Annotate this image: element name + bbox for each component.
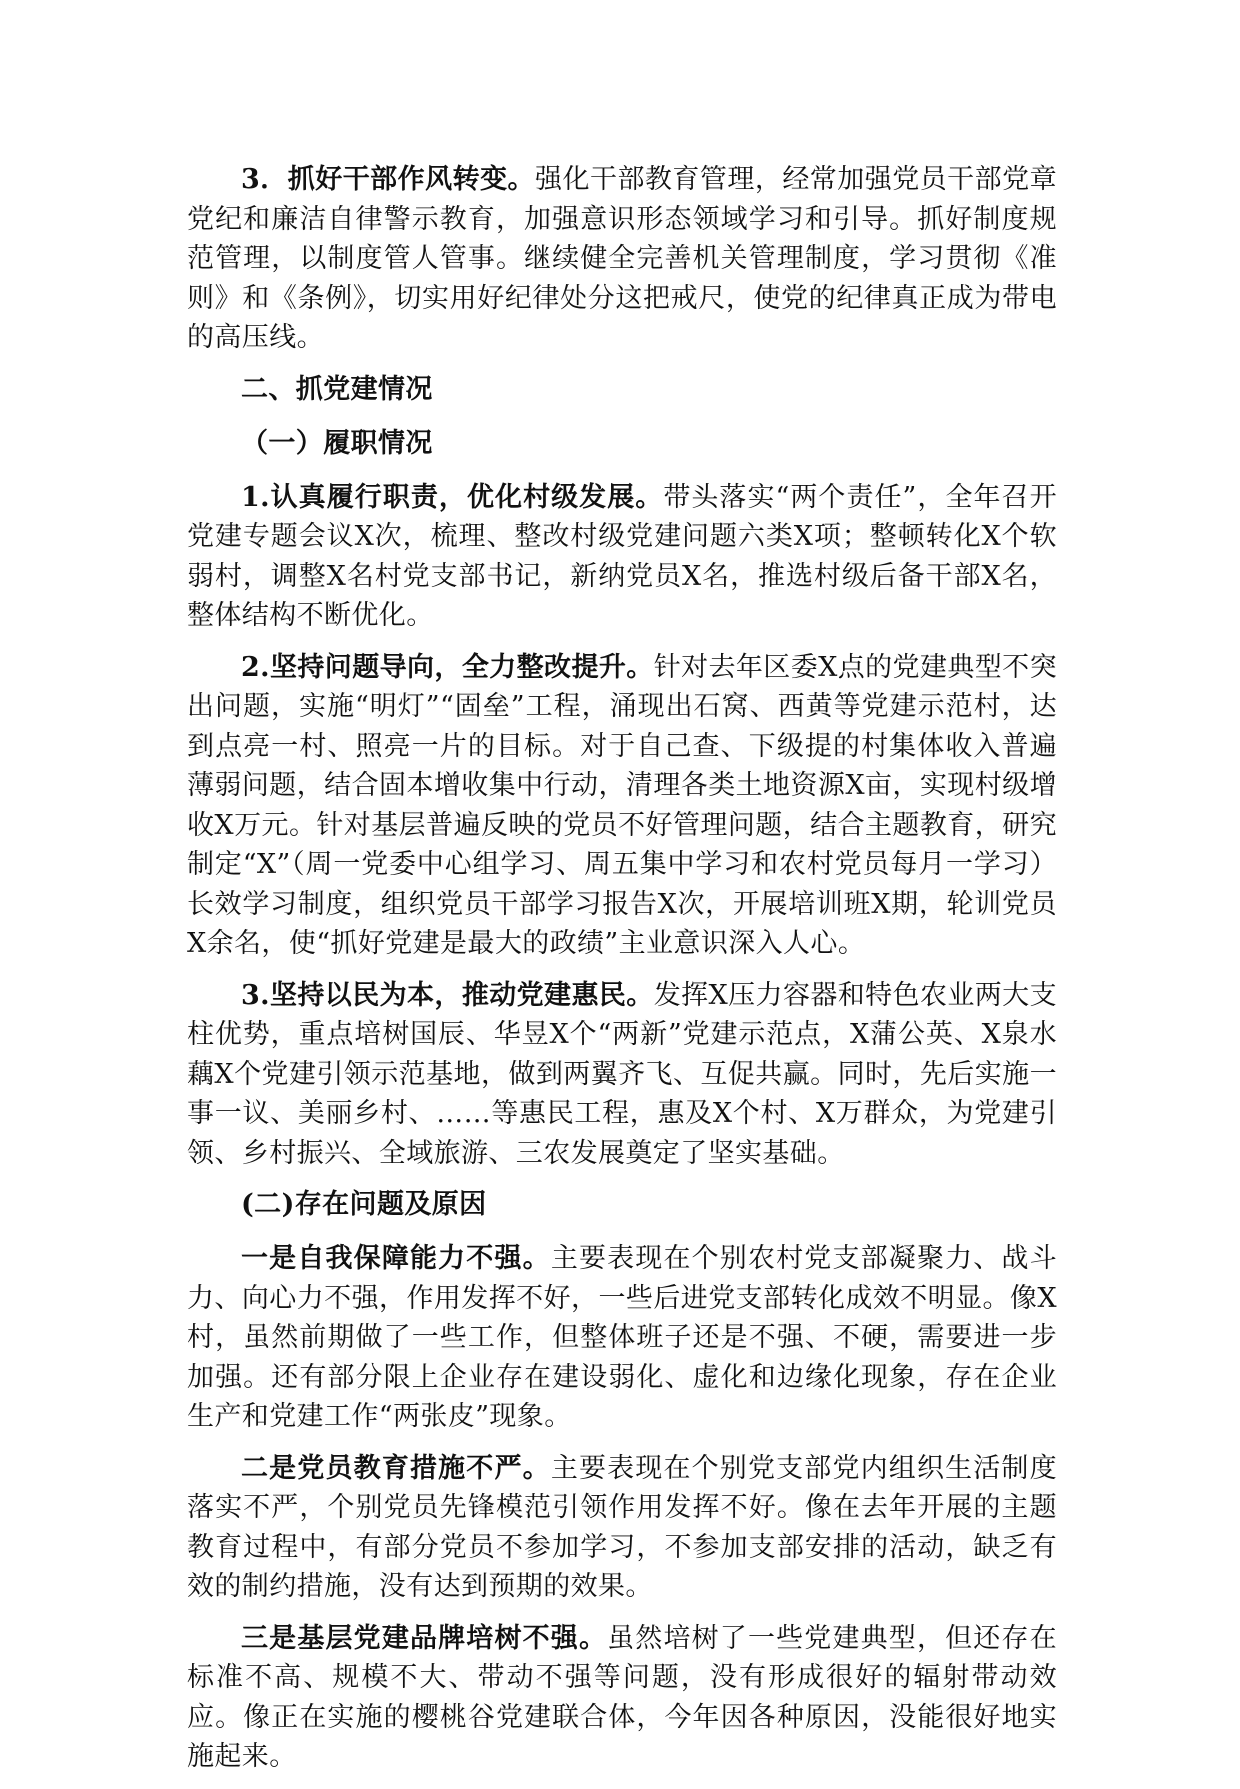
subsection-heading-problems: (二)存在问题及原因 <box>241 1189 487 1220</box>
paragraph-cadre-style <box>187 160 1057 358</box>
subsection-heading-duty: （一）履职情况 <box>241 427 433 459</box>
paragraph-text: 发挥X压力容器和特色农业两大支柱优势，重点培树国辰、华昱X个“两新”党建示范点，X蒲公英、X泉水藕X个党建引领示范基地，做到两翼齐飞、互促共赢。同时，先后实施一事一议、美丽乡村、……等惠民工程，惠及X个村、X万群众，为党建引领、乡村振兴、全域旅游、三农发展奠定了坚实基础。 <box>187 979 1057 1169</box>
paragraph-text: 针对去年区委X点的党建典型不突出问题，实施“明灯”“固垒”工程，涌现出石窝、西黄等党建示范村，达到点亮一村、照亮一片的目标。对于自己查、下级提的村集体收入普遍薄弱问题，结合固本增收集中行动，清理各类土地资源X亩，实现村级增收X万元。针对基层普遍反映的党员不好管理问题，结合主题教育，研究制定“X”（周一党委中心组学习、周五集中学习和农村党员每月一学习）长效学习制度，组织党员干部学习报告X次，开展培训班X期，轮训党员X余名，使“抓好党建是最大的政绩”主业意识深入人心。 <box>187 651 1057 959</box>
paragraph-lead: 三是基层党建品牌培树不强。 <box>241 1622 608 1654</box>
paragraph-text: 主要表现在个别党支部党内组织生活制度落实不严，个别党员先锋模范引领作用发挥不好。像在去年开展的主题教育过程中，有部分党员不参加学习，不参加支部安排的活动，缺乏有效的制约措施，没有达到预期的效果。 <box>187 1452 1057 1602</box>
paragraph-text: 强化干部教育管理，经常加强党员干部党章党纪和廉洁自律警示教育，加强意识形态领域学习和引导。抓好制度规范管理，以制度管人管事。继续健全完善机关管理制度，学习贯彻《准则》和《条例》，切实用好纪律处分这把戒尺，使党的纪律真正成为带电的高压线。 <box>187 164 1057 353</box>
paragraph-duty-1 <box>187 478 1057 636</box>
section-heading-party-building: 二、抓党建情况 <box>241 373 433 405</box>
paragraph-duty-3 <box>187 976 1057 1174</box>
paragraph-lead: 2.坚持问题导向，全力整改提升。 <box>241 651 654 683</box>
paragraph-lead: 3.坚持以民为本，推动党建惠民。 <box>241 979 654 1011</box>
paragraph-text: 带头落实“两个责任”，全年召开党建专题会议X次，梳理、整改村级党建问题六类X项；整顿转化X个软弱村，调整X名村党支部书记，新纳党员X名，推选村级后备干部X名，整体结构不断优化。 <box>187 481 1057 631</box>
paragraph-lead: 二是党员教育措施不严。 <box>241 1452 551 1484</box>
paragraph-text: 虽然培树了一些党建典型，但还存在标准不高、规模不大、带动不强等问题，没有形成很好的辐射带动效应。像正在实施的樱桃谷党建联合体，今年因各种原因，没能很好地实施起来。 <box>187 1622 1057 1772</box>
paragraph-lead: 3．抓好干部作风转变。 <box>241 164 536 195</box>
document-body <box>187 160 1057 1789</box>
paragraph-problem-2 <box>187 1449 1057 1607</box>
paragraph-problem-1 <box>187 1239 1057 1437</box>
paragraph-problem-3 <box>187 1619 1057 1777</box>
paragraph-text: 主要表现在个别农村党支部凝聚力、战斗力、向心力不强，作用发挥不好，一些后进党支部转化成效不明显。像X村，虽然前期做了一些工作，但整体班子还是不强、不硬，需要进一步加强。还有部分限上企业存在建设弱化、虚化和边缘化现象，存在企业生产和党建工作“两张皮”现象。 <box>187 1243 1057 1432</box>
paragraph-lead: 1.认真履行职责，优化村级发展。 <box>241 481 664 513</box>
paragraph-duty-2 <box>187 648 1057 964</box>
paragraph-lead: 一是自我保障能力不强。 <box>241 1243 551 1274</box>
